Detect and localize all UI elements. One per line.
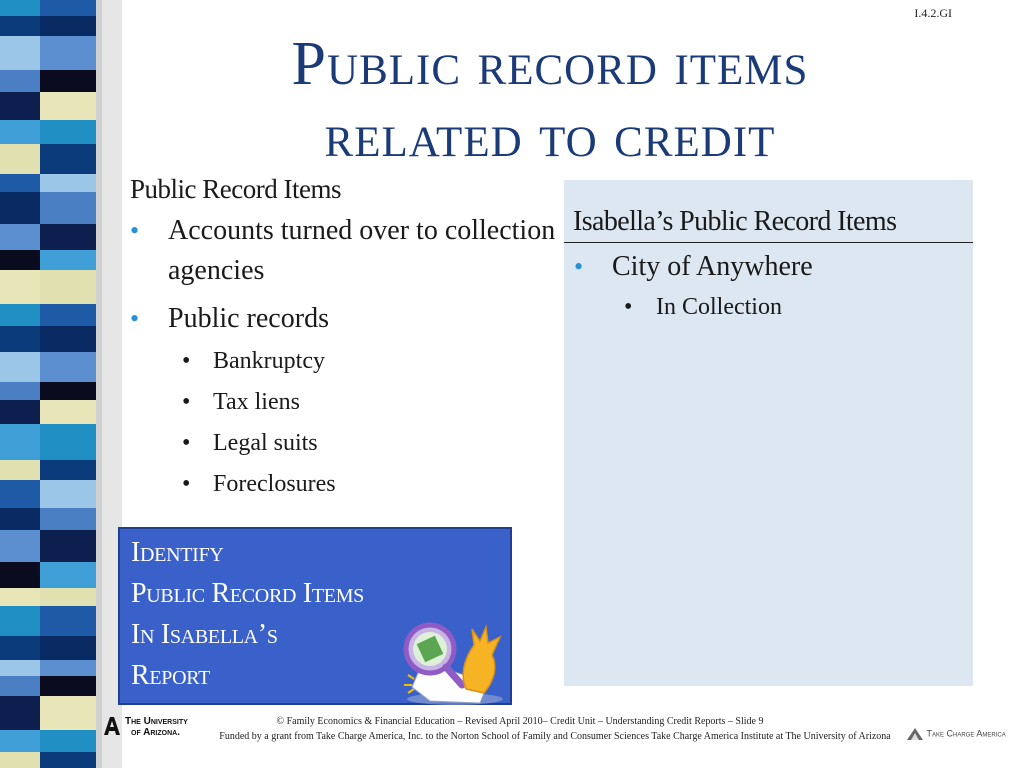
slide-code: I.4.2.GI xyxy=(914,6,952,20)
panel-sub-bullet: • In Collection xyxy=(564,287,973,327)
hand-pointer-icon xyxy=(463,627,500,693)
panel-heading: Isabella’s Public Record Items xyxy=(564,206,973,243)
sub-list-item: • Tax liens xyxy=(168,382,560,423)
callout-line: In Isabella’s xyxy=(131,619,278,650)
footer-copyright: © Family Economics & Financial Education – Revised April 2010– Credit Unit – Understanding Credit Reports – Slide 9 xyxy=(276,716,764,727)
sub-list-item: • Legal suits xyxy=(168,423,560,464)
partner-logo-text: Take Charge America xyxy=(926,728,1006,739)
sub-list-item: • Bankruptcy xyxy=(168,341,560,382)
logo-line: The University xyxy=(125,716,188,727)
left-content xyxy=(130,174,560,513)
take-charge-america-icon xyxy=(906,727,924,741)
arizona-a-icon xyxy=(103,716,121,736)
bullet-text: • Public records xyxy=(168,303,329,334)
decorative-stripe-bar xyxy=(0,0,130,768)
magnifying-glass-money-icon xyxy=(400,615,510,707)
title-line-2: related to credit xyxy=(324,102,776,170)
isabella-panel xyxy=(564,180,973,686)
sub-bullet-list xyxy=(168,341,560,505)
sub-list-item: • Foreclosures xyxy=(168,464,560,505)
list-item xyxy=(130,211,560,291)
callout-line: Report xyxy=(131,660,211,691)
logo-line: of Arizona. xyxy=(131,727,180,738)
panel-bullet: • City of Anywhere xyxy=(564,247,973,287)
left-heading: Public Record Items xyxy=(130,174,341,204)
list-item xyxy=(130,299,560,505)
title-line-1: Public record items xyxy=(291,30,809,98)
callout-line: Public Record Items xyxy=(131,578,364,609)
left-bullet-list xyxy=(130,211,560,505)
footer-funding: Funded by a grant from Take Charge America, Inc. to the Norton School of Family and Consumer Sciences Take Charge America Institute at The University of Arizona xyxy=(219,731,891,742)
bullet-text: • Accounts turned over to collection agencies xyxy=(168,215,555,286)
slide-title xyxy=(160,28,940,172)
callout-line: Identify xyxy=(131,537,224,568)
take-charge-america-logo xyxy=(906,727,1006,741)
